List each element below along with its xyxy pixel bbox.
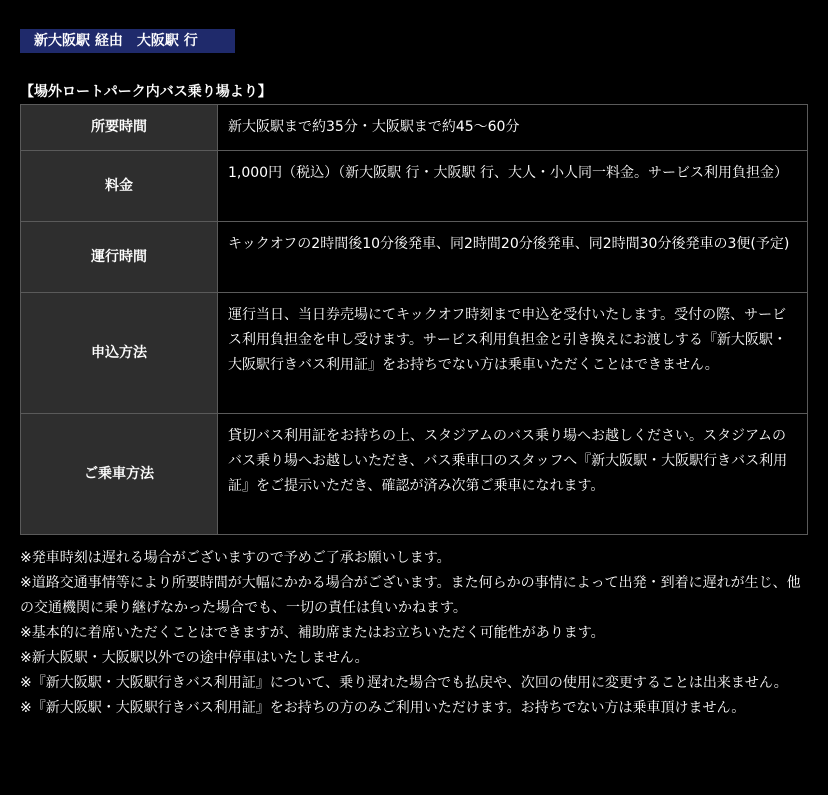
table-row-fare xyxy=(21,151,808,222)
row-label-fare: 料金 xyxy=(21,151,218,222)
row-value-duration: 新大阪駅まで約35分・大阪駅まで約45〜60分 xyxy=(218,105,808,151)
note-item: ※新大阪駅・大阪駅以外での途中停車はいたしません。 xyxy=(20,650,369,666)
table-row-application xyxy=(21,293,808,414)
section-title: 【場外ロートパーク内バス乗り場より】 xyxy=(20,84,272,100)
row-value-schedule: キックオフの2時間後10分後発車、同2時間20分後発車、同2時間30分後発車の3便(予定) xyxy=(218,222,808,293)
table-row-schedule xyxy=(21,222,808,293)
row-value-application: 運行当日、当日券売場にてキックオフ時刻まで申込を受付いたします。受付の際、サービス利用負担金を申し受けます。サービス利用負担金と引き換えにお渡しする『新大阪駅・大阪駅行きバス利用証』をお持ちでない方は乗車いただくことはできません。 xyxy=(218,293,808,414)
table-row-duration xyxy=(21,105,808,151)
row-label-schedule: 運行時間 xyxy=(21,222,218,293)
row-value-boarding: 貸切バス利用証をお持ちの上、スタジアムのバス乗り場へお越しください。スタジアムのバス乗り場へお越しいただき、バス乗車口のスタッフへ『新大阪駅・大阪駅行きバス利用証』をご提示いただき、確認が済み次第ご乗車になれます。 xyxy=(218,414,808,535)
note-item: ※基本的に着席いただくことはできますが、補助席またはお立ちいただく可能性があります。 xyxy=(20,625,605,641)
notes-list xyxy=(20,546,810,721)
note-item: ※道路交通事情等により所要時間が大幅にかかる場合がございます。また何らかの事情によって出発・到着に遅れが生じ、他の交通機関に乗り継げなかった場合でも、一切の責任は負いかねます。 xyxy=(20,575,801,616)
note-item: ※発車時刻は遅れる場合がございますので予めご了承お願いします。 xyxy=(20,550,451,566)
row-label-boarding: ご乗車方法 xyxy=(21,414,218,535)
note-item: ※『新大阪駅・大阪駅行きバス利用証』について、乗り遅れた場合でも払戻や、次回の使用に変更することは出来ません。 xyxy=(20,675,788,691)
row-label-duration: 所要時間 xyxy=(21,105,218,151)
row-label-application: 申込方法 xyxy=(21,293,218,414)
row-value-fare: 1,000円（税込）（新大阪駅 行・大阪駅 行、大人・小人同一料金。サービス利用負担金） xyxy=(218,151,808,222)
info-table xyxy=(20,104,808,535)
note-item: ※『新大阪駅・大阪駅行きバス利用証』をお持ちの方のみご利用いただけます。お持ちでない方は乗車頂けません。 xyxy=(20,700,746,716)
table-row-boarding xyxy=(21,414,808,535)
route-badge: 新大阪駅 経由 大阪駅 行 xyxy=(20,29,235,53)
